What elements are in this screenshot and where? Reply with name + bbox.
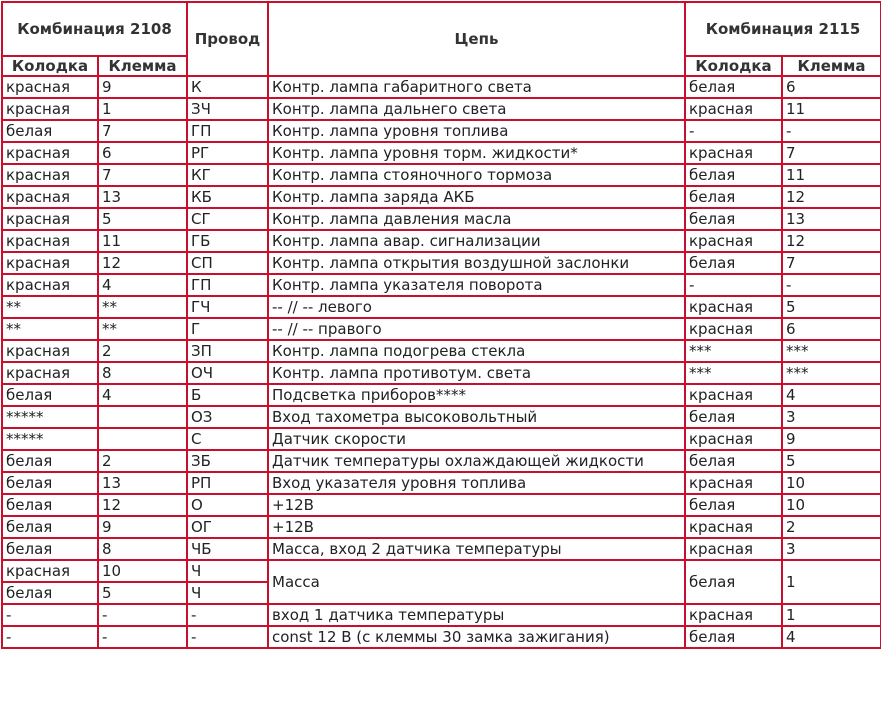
cell-terminal-2115: 6 — [782, 318, 881, 340]
table-row — [2, 164, 881, 186]
table-row — [2, 142, 881, 164]
cell-terminal-2115: 4 — [782, 626, 881, 648]
cell-terminal-2108: 10 — [98, 560, 187, 582]
header-circuit: Цепь — [268, 2, 685, 76]
cell-block-2108: белая — [2, 120, 98, 142]
cell-block-2115: белая — [685, 164, 782, 186]
cell-block-2108: красная — [2, 142, 98, 164]
cell-wire: Ч — [187, 560, 268, 582]
cell-terminal-2108: 2 — [98, 450, 187, 472]
table-row — [2, 296, 881, 318]
cell-block-2115: красная — [685, 98, 782, 120]
cell-block-2108: красная — [2, 560, 98, 582]
cell-block-2115: белая — [685, 494, 782, 516]
cell-wire: Б — [187, 384, 268, 406]
table-row — [2, 98, 881, 120]
cell-terminal-2115: 9 — [782, 428, 881, 450]
cell-block-2115: белая — [685, 76, 782, 98]
table-row — [2, 120, 881, 142]
cell-circuit: Контр. лампа уровня топлива — [268, 120, 685, 142]
cell-wire: ГП — [187, 274, 268, 296]
cell-block-2108: - — [2, 604, 98, 626]
cell-block-2108: красная — [2, 208, 98, 230]
cell-terminal-2115: 6 — [782, 76, 881, 98]
cell-circuit: Контр. лампа указателя поворота — [268, 274, 685, 296]
cell-terminal-2115: 2 — [782, 516, 881, 538]
cell-terminal-2115: 11 — [782, 164, 881, 186]
cell-terminal-2108: 13 — [98, 186, 187, 208]
table-row — [2, 318, 881, 340]
cell-block-2115: красная — [685, 538, 782, 560]
cell-circuit: +12В — [268, 516, 685, 538]
cell-wire: ГБ — [187, 230, 268, 252]
cell-block-2115: - — [685, 274, 782, 296]
cell-wire: РП — [187, 472, 268, 494]
cell-terminal-2108 — [98, 406, 187, 428]
cell-wire: К — [187, 76, 268, 98]
cell-block-2115: красная — [685, 516, 782, 538]
cell-circuit: Подсветка приборов**** — [268, 384, 685, 406]
cell-block-2115: белая — [685, 560, 782, 604]
cell-terminal-2108: 7 — [98, 164, 187, 186]
cell-block-2108: - — [2, 626, 98, 648]
cell-block-2108: красная — [2, 274, 98, 296]
cell-block-2108: белая — [2, 472, 98, 494]
cell-terminal-2108 — [98, 428, 187, 450]
table-row — [2, 252, 881, 274]
cell-block-2115: красная — [685, 472, 782, 494]
cell-terminal-2115: 10 — [782, 472, 881, 494]
cell-circuit: +12В — [268, 494, 685, 516]
table-row — [2, 274, 881, 296]
cell-terminal-2108: - — [98, 626, 187, 648]
cell-terminal-2108: 1 — [98, 98, 187, 120]
cell-block-2115: белая — [685, 208, 782, 230]
table-row — [2, 230, 881, 252]
cell-block-2108: красная — [2, 76, 98, 98]
cell-terminal-2115: 11 — [782, 98, 881, 120]
table-row — [2, 604, 881, 626]
cell-terminal-2108: ** — [98, 318, 187, 340]
header-terminal-left: Клемма — [98, 56, 187, 76]
cell-circuit: -- // -- правого — [268, 318, 685, 340]
cell-block-2115: красная — [685, 384, 782, 406]
cell-terminal-2108: 5 — [98, 208, 187, 230]
cell-circuit: -- // -- левого — [268, 296, 685, 318]
cell-terminal-2115: 13 — [782, 208, 881, 230]
cell-circuit: Контр. лампа уровня торм. жидкости* — [268, 142, 685, 164]
cell-wire: ОЧ — [187, 362, 268, 384]
cell-terminal-2108: 12 — [98, 252, 187, 274]
cell-wire: - — [187, 626, 268, 648]
table-body — [2, 76, 881, 648]
header-wire: Провод — [187, 2, 268, 76]
cell-circuit: const 12 В (с клеммы 30 замка зажигания) — [268, 626, 685, 648]
cell-wire: ГЧ — [187, 296, 268, 318]
cell-block-2108: белая — [2, 538, 98, 560]
cell-block-2108: красная — [2, 340, 98, 362]
cell-wire: ОЗ — [187, 406, 268, 428]
cell-block-2115: красная — [685, 318, 782, 340]
cell-block-2108: красная — [2, 252, 98, 274]
cell-terminal-2115: 1 — [782, 560, 881, 604]
cell-block-2115: красная — [685, 142, 782, 164]
cell-block-2108: белая — [2, 494, 98, 516]
cell-wire: СП — [187, 252, 268, 274]
cell-block-2115: белая — [685, 186, 782, 208]
table-row — [2, 362, 881, 384]
cell-wire: О — [187, 494, 268, 516]
cell-terminal-2115: 5 — [782, 296, 881, 318]
cell-wire: ЗП — [187, 340, 268, 362]
cell-terminal-2108: 9 — [98, 516, 187, 538]
wiring-table — [1, 1, 881, 649]
cell-circuit: Контр. лампа подогрева стекла — [268, 340, 685, 362]
header-terminal-right: Клемма — [782, 56, 881, 76]
table-row — [2, 76, 881, 98]
cell-wire: ЗБ — [187, 450, 268, 472]
cell-block-2115: белая — [685, 450, 782, 472]
cell-terminal-2108: 8 — [98, 538, 187, 560]
cell-circuit: Контр. лампа авар. сигнализации — [268, 230, 685, 252]
table-row — [2, 626, 881, 648]
cell-wire: КБ — [187, 186, 268, 208]
cell-terminal-2108: 12 — [98, 494, 187, 516]
cell-wire: СГ — [187, 208, 268, 230]
cell-block-2115: белая — [685, 406, 782, 428]
cell-terminal-2108: 4 — [98, 384, 187, 406]
cell-terminal-2108: 8 — [98, 362, 187, 384]
cell-circuit: Контр. лампа габаритного света — [268, 76, 685, 98]
header-block-right: Колодка — [685, 56, 782, 76]
cell-block-2108: белая — [2, 516, 98, 538]
cell-wire: ЧБ — [187, 538, 268, 560]
cell-circuit: Контр. лампа заряда АКБ — [268, 186, 685, 208]
cell-wire: ГП — [187, 120, 268, 142]
cell-wire: С — [187, 428, 268, 450]
table-row — [2, 384, 881, 406]
cell-block-2108: ***** — [2, 406, 98, 428]
cell-terminal-2108: 6 — [98, 142, 187, 164]
table-row — [2, 428, 881, 450]
cell-terminal-2115: *** — [782, 340, 881, 362]
cell-terminal-2115: 12 — [782, 186, 881, 208]
cell-terminal-2108: 5 — [98, 582, 187, 604]
cell-block-2108: ** — [2, 318, 98, 340]
cell-terminal-2108: ** — [98, 296, 187, 318]
cell-block-2108: ** — [2, 296, 98, 318]
header-block-left: Колодка — [2, 56, 98, 76]
table-row — [2, 186, 881, 208]
cell-circuit: Вход тахометра высоковольтный — [268, 406, 685, 428]
cell-block-2115: красная — [685, 604, 782, 626]
cell-wire: ОГ — [187, 516, 268, 538]
cell-block-2115: - — [685, 120, 782, 142]
table-row — [2, 516, 881, 538]
cell-terminal-2108: 2 — [98, 340, 187, 362]
cell-wire: - — [187, 604, 268, 626]
cell-terminal-2115: *** — [782, 362, 881, 384]
cell-circuit: Контр. лампа дальнего света — [268, 98, 685, 120]
cell-terminal-2108: 11 — [98, 230, 187, 252]
header-row-top — [2, 2, 881, 56]
cell-circuit: Масса, вход 2 датчика температуры — [268, 538, 685, 560]
header-combo-2115: Комбинация 2115 — [685, 2, 881, 56]
cell-block-2115: красная — [685, 230, 782, 252]
cell-wire: РГ — [187, 142, 268, 164]
cell-terminal-2115: 3 — [782, 406, 881, 428]
cell-block-2108: красная — [2, 164, 98, 186]
cell-circuit: Масса — [268, 560, 685, 604]
cell-circuit: Контр. лампа противотум. света — [268, 362, 685, 384]
header-combo-2108: Комбинация 2108 — [2, 2, 187, 56]
cell-block-2108: красная — [2, 230, 98, 252]
table-row — [2, 208, 881, 230]
cell-terminal-2115: 10 — [782, 494, 881, 516]
cell-block-2115: белая — [685, 252, 782, 274]
cell-terminal-2115: - — [782, 274, 881, 296]
cell-block-2115: красная — [685, 428, 782, 450]
cell-wire: ЗЧ — [187, 98, 268, 120]
cell-circuit: Контр. лампа стояночного тормоза — [268, 164, 685, 186]
table-row — [2, 340, 881, 362]
cell-terminal-2115: 7 — [782, 252, 881, 274]
cell-circuit: Контр. лампа открытия воздушной заслонки — [268, 252, 685, 274]
cell-block-2115: *** — [685, 340, 782, 362]
table-row — [2, 406, 881, 428]
cell-terminal-2115: 12 — [782, 230, 881, 252]
cell-block-2115: *** — [685, 362, 782, 384]
cell-block-2108: красная — [2, 98, 98, 120]
cell-block-2108: красная — [2, 362, 98, 384]
table-row — [2, 494, 881, 516]
cell-terminal-2108: - — [98, 604, 187, 626]
cell-terminal-2115: - — [782, 120, 881, 142]
cell-block-2115: белая — [685, 626, 782, 648]
cell-block-2108: ***** — [2, 428, 98, 450]
table-row — [2, 560, 881, 582]
cell-circuit: Контр. лампа давления масла — [268, 208, 685, 230]
cell-wire: Г — [187, 318, 268, 340]
cell-wire: КГ — [187, 164, 268, 186]
cell-circuit: Вход указателя уровня топлива — [268, 472, 685, 494]
cell-terminal-2108: 13 — [98, 472, 187, 494]
cell-block-2108: белая — [2, 384, 98, 406]
cell-terminal-2115: 3 — [782, 538, 881, 560]
cell-terminal-2115: 1 — [782, 604, 881, 626]
cell-terminal-2115: 5 — [782, 450, 881, 472]
cell-terminal-2108: 9 — [98, 76, 187, 98]
cell-circuit: Датчик температуры охлаждающей жидкости — [268, 450, 685, 472]
cell-terminal-2115: 7 — [782, 142, 881, 164]
table-row — [2, 450, 881, 472]
cell-terminal-2108: 4 — [98, 274, 187, 296]
cell-terminal-2108: 7 — [98, 120, 187, 142]
cell-circuit: Датчик скорости — [268, 428, 685, 450]
cell-block-2108: красная — [2, 186, 98, 208]
cell-circuit: вход 1 датчика температуры — [268, 604, 685, 626]
table-row — [2, 472, 881, 494]
cell-wire: Ч — [187, 582, 268, 604]
cell-block-2108: белая — [2, 450, 98, 472]
cell-terminal-2115: 4 — [782, 384, 881, 406]
table-row — [2, 538, 881, 560]
cell-block-2115: красная — [685, 296, 782, 318]
cell-block-2108: белая — [2, 582, 98, 604]
